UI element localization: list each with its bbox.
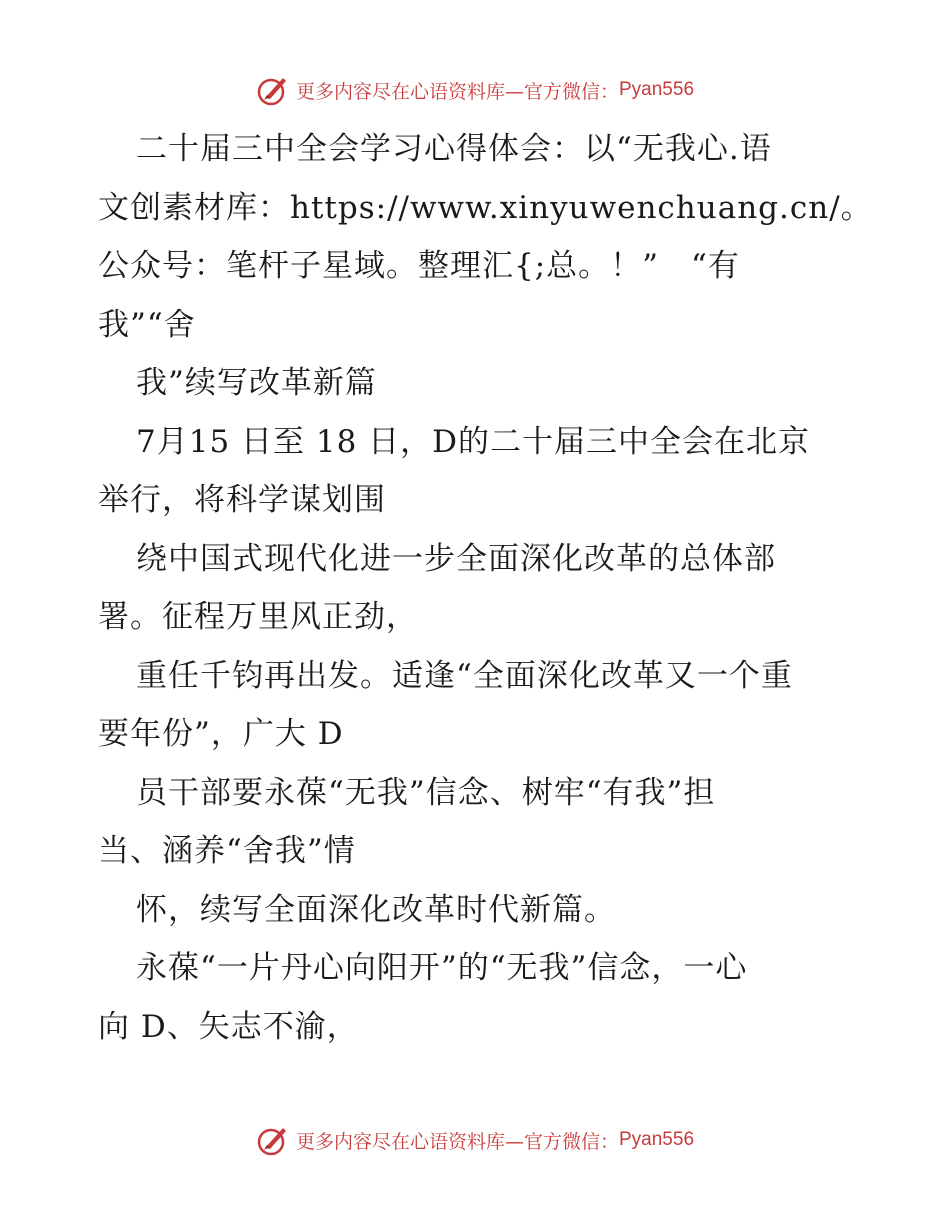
text-line: 举行，将科学谋划围 xyxy=(98,482,386,518)
header-wechat-handle: Pyan556 xyxy=(619,79,695,100)
text-line: 我”“舍 xyxy=(98,306,196,343)
text-line: 绕中国式现代化进一步全面深化改革的总体部 xyxy=(136,540,776,577)
text-line: 二十届三中全会学习心得体会：以“无我心.语 xyxy=(136,131,772,167)
feather-pen-icon xyxy=(256,73,290,107)
text-line: 公众号：笔杆子星域。整理汇{;总。！” “有 xyxy=(98,248,740,284)
text-line: 永葆“一片丹心向阳开”的“无我”信念，一心 xyxy=(136,950,748,986)
footer-banner xyxy=(0,1120,950,1160)
footer-wechat-handle: Pyan556 xyxy=(619,1129,695,1150)
text-line: 重任千钧再出发。适逢“全面深化改革又一个重 xyxy=(136,657,793,694)
text-line: 怀，续写全面深化改革时代新篇。 xyxy=(136,891,616,928)
text-line: 我”续写改革新篇 xyxy=(136,365,377,401)
text-line: 7月15 日至 18 日，D的二十届三中全会在北京 xyxy=(136,423,811,460)
header-banner xyxy=(0,70,950,110)
footer-banner-text: 更多内容尽在心语资料库—官方微信： xyxy=(295,1130,619,1153)
text-line: 员干部要永葆“无我”信念、树牢“有我”担 xyxy=(136,774,716,811)
text-line: 要年份”，广大 D xyxy=(98,716,344,752)
text-line: 向 D、矢志不渝， xyxy=(98,1008,359,1045)
text-line: 当、涵养“舍我”情 xyxy=(98,833,356,869)
text-line: 署。征程万里风正劲， xyxy=(98,599,418,635)
document-body xyxy=(98,120,878,1056)
feather-pen-icon xyxy=(256,1123,290,1157)
header-banner-text: 更多内容尽在心语资料库—官方微信： xyxy=(295,80,619,103)
text-line: 文创素材库：https://www.xinyuwenchuang.cn/。 xyxy=(98,189,873,226)
